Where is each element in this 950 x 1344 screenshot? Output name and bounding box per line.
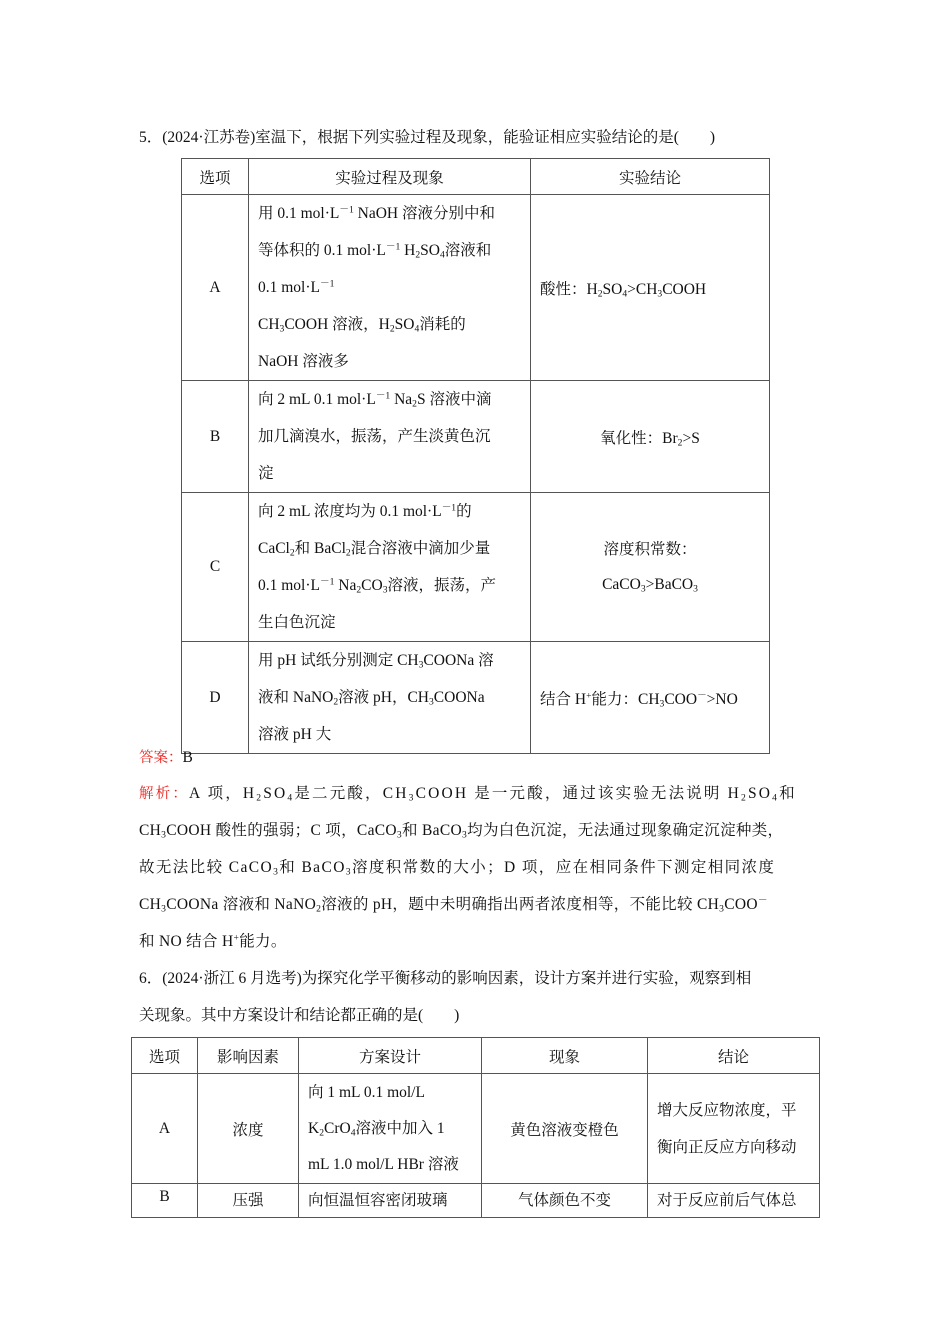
q6-stem-text: 为探究化学平衡移动的影响因素，设计方案并进行实验，观察到相 — [301, 970, 752, 987]
q5-conclusion: 结合 H+能力：$CH_3COO^->NO$ — [531, 642, 770, 754]
process-line: 生白色沉淀 — [258, 614, 336, 631]
analysis-line-4: $CH_3COONa$ 溶液和 NaNO$_2$溶液的 pH，题中未明确指出两者浓度相等，不能比较 $CH_3COO^-$ — [139, 895, 768, 915]
q6-conclusion — [648, 1074, 820, 1184]
q6-design: 向恒温恒容密闭玻璃 — [299, 1184, 482, 1218]
q6-phenomenon: 黄色溶液变橙色 — [482, 1074, 648, 1184]
q5-answer — [139, 748, 193, 768]
q5-header-row — [182, 159, 770, 195]
q6-header-conclusion: 结论 — [648, 1038, 820, 1074]
q6-number: 6． — [139, 970, 163, 987]
design-line: $K_2CrO_4$溶液中加入 1 — [308, 1119, 445, 1138]
q6-stem-line-2: 关现象。其中方案设计和结论都正确的是( ) — [139, 1007, 460, 1024]
process-line: 用 0.1 $mol\cdot L^{-1}$ NaOH 溶液分别中和 — [258, 204, 495, 222]
q5-table — [181, 158, 770, 754]
analysis-line-1: 解析：A 项，$H_2SO_4$是二元酸，$CH_3COOH$ 是一元酸，通过该实验无法说明 $H_2SO_4$和 — [139, 785, 797, 804]
conclusion-line: 溶度积常数： — [603, 541, 697, 558]
q5-row-b — [182, 381, 770, 493]
q5-row-a — [182, 195, 770, 381]
conclusion-line: 衡向正反应方向移动 — [657, 1138, 797, 1156]
analysis-line-5: 和 NO 结合 H+能力。 — [139, 932, 287, 950]
q6-header-phenomenon: 现象 — [482, 1038, 648, 1074]
process-line: 用 pH 试纸分别测定 $CH_3COONa$ 溶 — [258, 652, 494, 671]
q6-table — [131, 1037, 820, 1218]
q5-header-option: 选项 — [182, 159, 249, 195]
q5-option: C — [182, 493, 249, 642]
process-line: $CH_3COOH$ 溶液，$H_2SO_4$消耗的 — [258, 316, 466, 335]
q5-conclusion: 酸性：$H_2SO_4>CH_3COOH$ — [531, 195, 770, 381]
answer-label: 答案： — [139, 750, 183, 766]
q6-header-option: 选项 — [132, 1038, 198, 1074]
q6-row-a — [132, 1074, 820, 1184]
q5-process — [249, 195, 531, 381]
process-line: 加几滴溴水，振荡，产生淡黄色沉 — [258, 428, 491, 445]
q6-source: (2024·浙江 6 月选考) — [162, 970, 302, 987]
process-line: NaOH 溶液多 — [258, 353, 349, 370]
q6-row-b — [132, 1184, 820, 1218]
q6-header-factor: 影响因素 — [198, 1038, 299, 1074]
q5-option: D — [182, 642, 249, 754]
q6-option: A — [132, 1074, 198, 1184]
design-line: 向 1 mL 0.1 mol/L — [308, 1083, 425, 1101]
conclusion-line: CaCO$_3$>BaCO$_3$ — [602, 576, 698, 595]
answer-value: B — [182, 749, 193, 766]
process-line: 向 2 mL 0.1 $mol\cdot L^{-1}$ $Na_2S$ 溶液中滴 — [258, 390, 492, 410]
q5-number: 5． — [139, 129, 163, 146]
q5-row-c — [182, 493, 770, 642]
q5-option: A — [182, 195, 249, 381]
process-line: CaCl$_2$和 BaCl$_2$混合溶液中滴加少量 — [258, 540, 491, 559]
q5-stem — [139, 128, 715, 148]
q6-design — [299, 1074, 482, 1184]
q6-conclusion: 对于反应前后气体总 — [648, 1184, 820, 1218]
process-line: 液和 NaNO$_2$溶液 pH，$CH_3COONa$ — [258, 689, 485, 708]
q5-source: (2024·江苏卷) — [162, 129, 256, 146]
process-line: 等体积的 0.1 $mol\cdot L^{-1}$ $H_2SO_4$溶液和 — [258, 241, 492, 261]
q5-row-d — [182, 642, 770, 754]
process-line: 向 2 mL 浓度均为 0.1 $mol\cdot L^{-1}$的 — [258, 502, 472, 520]
process-line: 0.1 $mol\cdot L^{-1}$ — [258, 278, 335, 296]
process-line: 溶液 pH 大 — [258, 726, 332, 743]
process-line: 淀 — [258, 465, 274, 482]
q5-stem-text: 室温下，根据下列实验过程及现象，能验证相应实验结论的是( ) — [255, 129, 716, 146]
q6-phenomenon: 气体颜色不变 — [482, 1184, 648, 1218]
q5-conclusion — [531, 493, 770, 642]
analysis-line-3: 故无法比较 CaCO$_3$和 BaCO$_3$溶度积常数的大小；D 项，应在相同条件下测定相同浓度 — [139, 859, 776, 878]
q6-header-design: 方案设计 — [299, 1038, 482, 1074]
q5-header-conclusion: 实验结论 — [531, 159, 770, 195]
process-line: 0.1 $mol\cdot L^{-1}$ $Na_2CO_3$溶液，振荡，产 — [258, 576, 496, 596]
q5-process — [249, 381, 531, 493]
q6-factor: 压强 — [198, 1184, 299, 1218]
q5-option: B — [182, 381, 249, 493]
q6-stem-line-1 — [139, 969, 751, 989]
q5-conclusion: 氧化性：$Br_2>S$ — [531, 381, 770, 493]
q6-option: B — [132, 1184, 198, 1218]
q6-header-row — [132, 1038, 820, 1074]
conclusion-line: 增大反应物浓度，平 — [657, 1101, 797, 1119]
analysis-line-2: $CH_3COOH$ 酸性的强弱；C 项，CaCO$_3$和 BaCO$_3$均为白色沉淀，无法通过现象确定沉淀种类， — [139, 822, 784, 841]
q5-process — [249, 493, 531, 642]
q6-factor: 浓度 — [198, 1074, 299, 1184]
analysis-label: 解析： — [139, 786, 190, 802]
q5-process — [249, 642, 531, 754]
design-line: mL 1.0 mol/L HBr 溶液 — [308, 1155, 459, 1173]
q5-header-process: 实验过程及现象 — [249, 159, 531, 195]
